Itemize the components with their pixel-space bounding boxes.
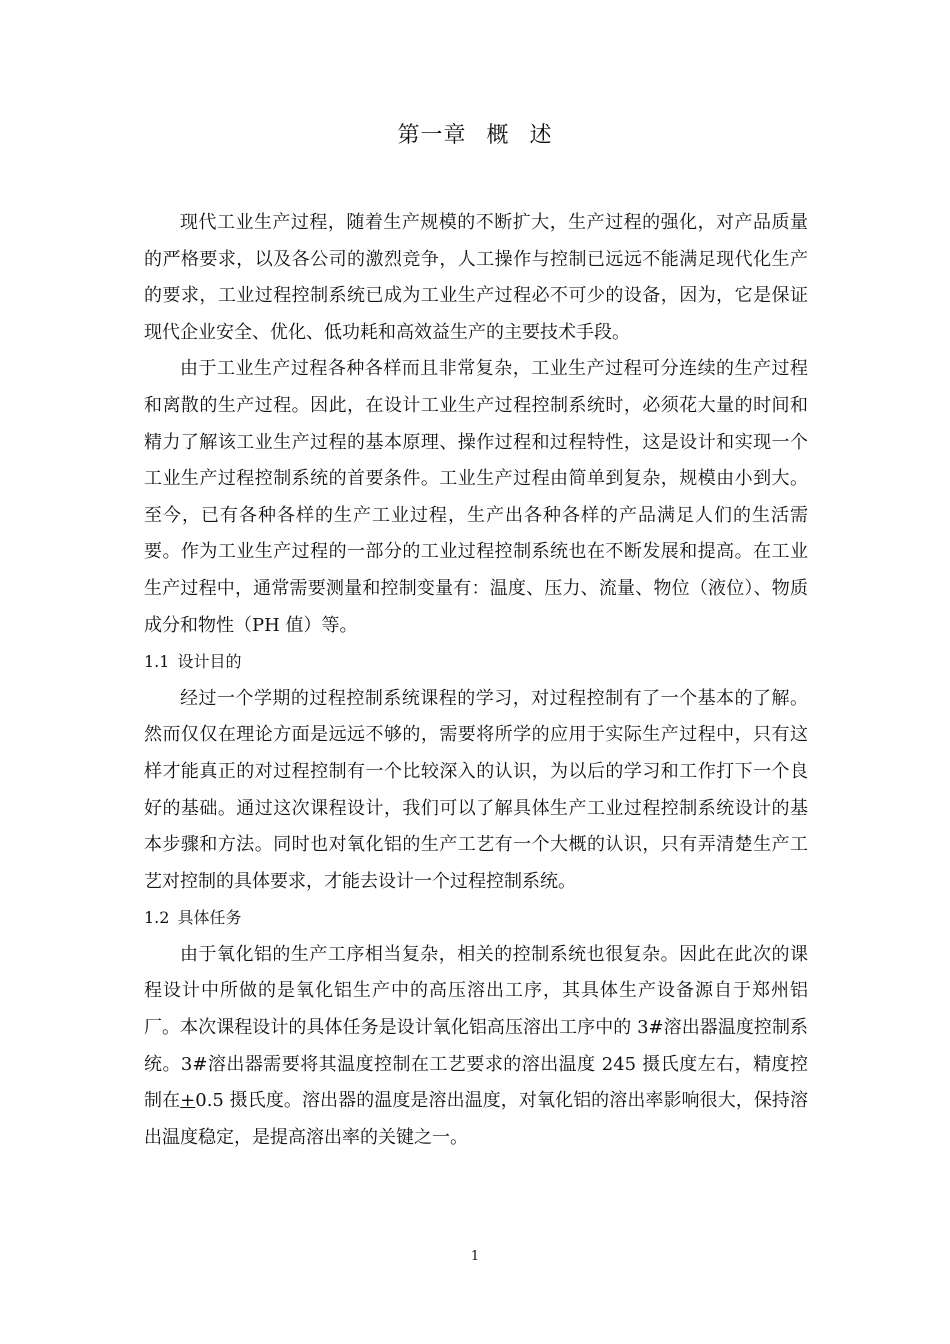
section-number: 1.2 [144, 908, 170, 928]
chapter-title-label: 第一章 [397, 123, 467, 148]
chapter-title [0, 118, 950, 149]
section-heading-specific-task [144, 900, 808, 937]
paragraph-specific-task [144, 937, 808, 1157]
page-number: 1 [470, 1249, 480, 1264]
section-title: 具体任务 [177, 908, 242, 928]
chapter-title-word-2: 述 [529, 123, 553, 148]
section-title: 设计目的 [177, 652, 242, 672]
task-text-after: 0.5 摄氏度。溶出器的温度是溶出温度，对氧化铝的溶出率影响很大，保持溶出温度稳定，是提高溶出率的关键之一。 [144, 1090, 808, 1148]
task-text-before: 由于氧化铝的生产工序相当复杂，相关的控制系统也很复杂。因此在此次的课程设计中所做的是氧化铝生产中的高压溶出工序，其具体生产设备源自于郑州铝厂。本次课程设计的具体任务是设计氧化铝高压溶出工序中的 3#溶出器温度控制系统。3#溶出器需要将其温度控制在工艺要求的溶出温度 245 摄氏度左右，精度控制在 [144, 943, 808, 1112]
body-text [144, 205, 808, 1156]
plus-minus-symbol: + [180, 1090, 196, 1112]
paragraph-process-overview: 由于工业生产过程各种各样而且非常复杂，工业生产过程可分连续的生产过程和离散的生产过程。因此，在设计工业生产过程控制系统时，必须花大量的时间和精力了解该工业生产过程的基本原理、操作过程和过程特性，这是设计和实现一个工业生产过程控制系统的首要条件。工业生产过程由简单到复杂，规模由小到大。至今，已有各种各样的生产工业过程，生产出各种各样的产品满足人们的生活需要。作为工业生产过程的一部分的工业过程控制系统也在不断发展和提高。在工业生产过程中，通常需要测量和控制变量有：温度、压力、流量、物位（液位）、物质成分和物性（PH 值）等。 [144, 358, 808, 636]
paragraph-design-goal: 经过一个学期的过程控制系统课程的学习，对过程控制有了一个基本的了解。然而仅仅在理论方面是远远不够的，需要将所学的应用于实际生产过程中，只有这样才能真正的对过程控制有一个比较深入的认识，为以后的学习和工作打下一个良好的基础。通过这次课程设计，我们可以了解具体生产工业过程控制系统设计的基本步骤和方法。同时也对氧化铝的生产工艺有一个大概的认识，只有弄清楚生产工艺对控制的具体要求，才能去设计一个过程控制系统。 [144, 687, 808, 892]
chapter-title-word-1: 概 [486, 123, 510, 148]
section-heading-design-goal [144, 644, 808, 681]
section-number: 1.1 [144, 652, 170, 672]
paragraph-intro: 现代工业生产过程，随着生产规模的不断扩大，生产过程的强化，对产品质量的严格要求，以及各公司的激烈竞争，人工操作与控制已远远不能满足现代化生产的要求，工业过程控制系统已成为工业生产过程必不可少的设备，因为，它是保证现代企业安全、优化、低功耗和高效益生产的主要技术手段。 [144, 212, 808, 343]
